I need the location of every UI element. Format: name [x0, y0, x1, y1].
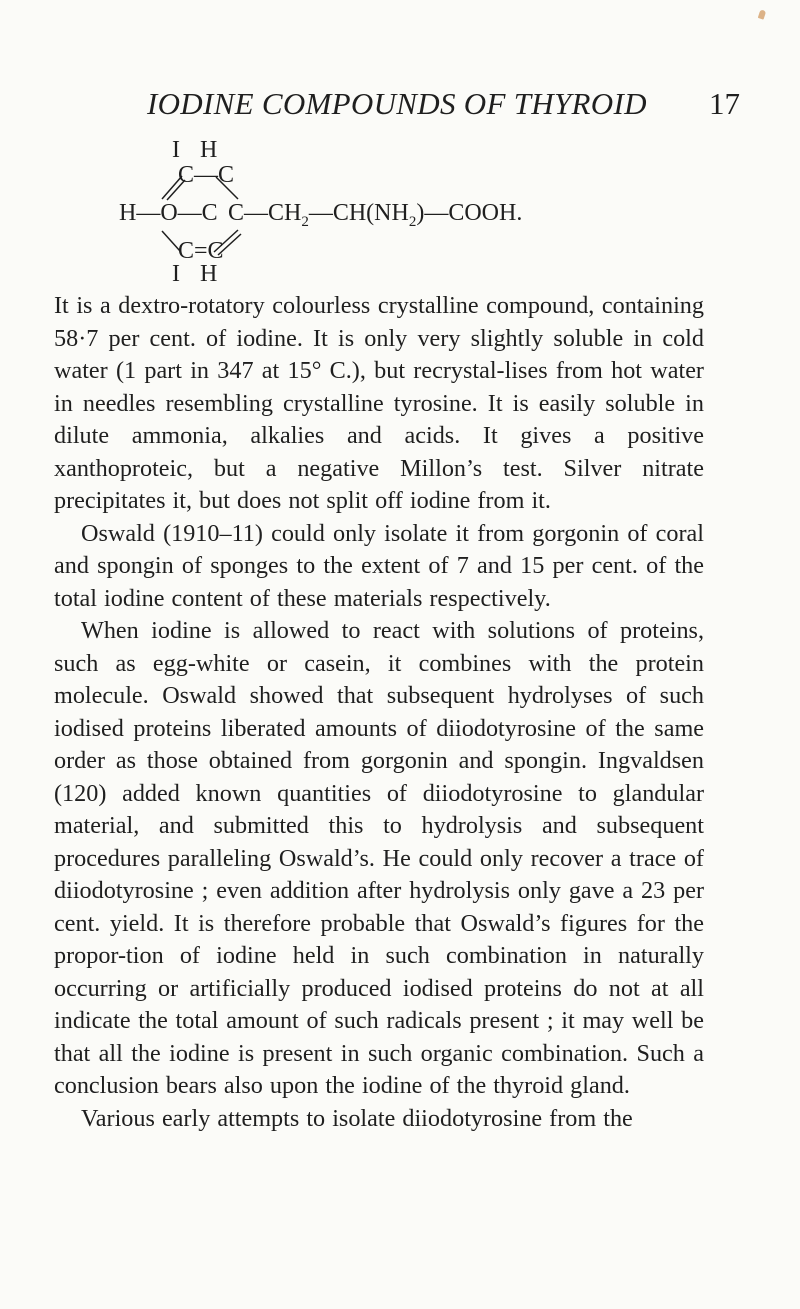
- running-title: IODINE COMPOUNDS OF THYROID: [147, 86, 647, 121]
- top-ring-carbons: C—C: [178, 162, 235, 188]
- bottom-hydrogen-substituent: H: [200, 261, 218, 287]
- right-ring-carbon: C: [228, 200, 245, 226]
- side-chain: [244, 201, 522, 230]
- top-iodine-substituent: I: [172, 137, 180, 163]
- paragraph-oswald-isolation: Oswald (1910–11) could only isolate it from gorgonin of coral and spongin of sponges to the extent of 7 and 15 per cent. of the total iodine content of these materials respectively.: [54, 519, 704, 612]
- bottom-iodine-substituent: I: [172, 261, 180, 287]
- corner-ink-mark: [758, 9, 766, 19]
- side-chain-part-c: )—COOH.: [416, 200, 523, 226]
- hydroxyl-group: H—O—C: [119, 200, 218, 226]
- bottom-ring-carbons: C=C: [178, 238, 224, 264]
- side-chain-part-a: —CH: [244, 200, 302, 226]
- paragraph-properties: It is a dextro-rotatory colourless crystalline compound, containing 58·7 per cent. of iodine. It is only very slightly soluble in cold water (1 part in 347 at 15° C.), but recrystal-lises from hot water in needles resembling crystalline tyrosine. It is easily soluble in dilute ammonia, alkalies and acids. It gives a positive xanthoproteic, but a negative Millon’s test. Silver nitrate precipitates it, but does not split off iodine from it.: [54, 292, 704, 514]
- paragraph-early-attempts: Various early attempts to isolate diiodotyrosine from the: [81, 1104, 633, 1132]
- diiodotyrosine-structural-formula: [119, 137, 748, 287]
- paragraph-iodised-proteins: When iodine is allowed to react with solutions of proteins, such as egg-white or casein, it combines with the protein molecule. Oswald showed that subsequent hydrolyses of such iodised proteins liberated amounts of diiodotyrosine of the same order as those obtained from gorgonin and spongin. Ingvaldsen (120) added known quantities of diiodotyrosine to glandular material, and submitted this to hydrolysis and subsequent procedures paralleling Oswald’s. He could only recover a trace of diiodotyrosine ; even addition after hydrolysis only gave a 23 per cent. yield. It is therefore probable that Oswald’s figures for the propor-tion of iodine held in such combination in naturally occurring or artificially produced iodised proteins do not at all indicate the total amount of such radicals present ; it may well be that all the iodine is present in such organic combination. Such a conclusion bears also upon the iodine of the thyroid gland.: [54, 617, 704, 1099]
- side-chain-part-b: —CH(NH: [308, 200, 409, 226]
- top-hydrogen-substituent: H: [200, 137, 218, 163]
- page-number: 17: [709, 86, 740, 121]
- running-head: [140, 86, 740, 126]
- side-chain-subscript-a: 2: [301, 213, 309, 230]
- body-text: [54, 290, 704, 1135]
- side-chain-subscript-b: 2: [408, 213, 417, 230]
